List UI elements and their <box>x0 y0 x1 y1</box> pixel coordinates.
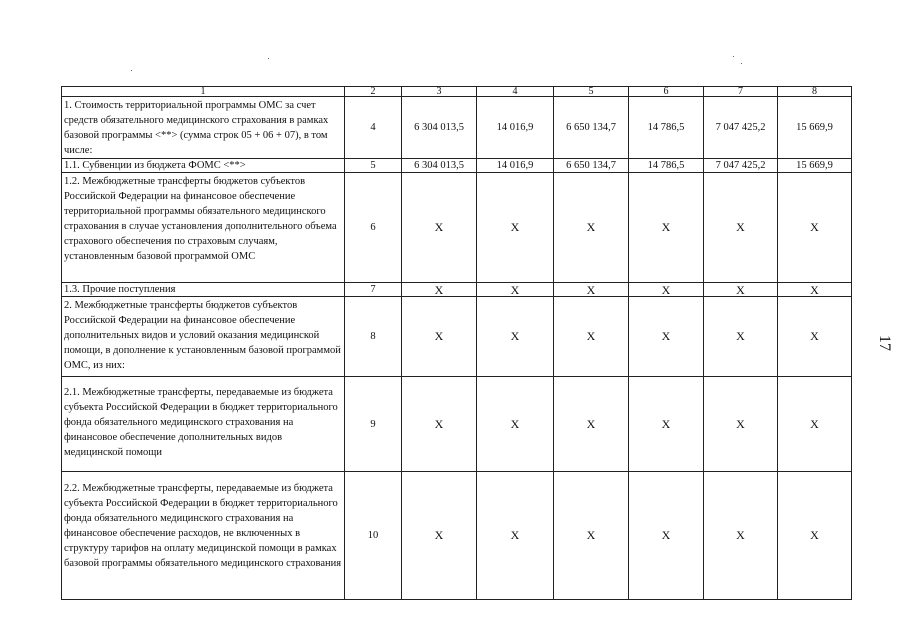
table-row <box>62 173 852 283</box>
row-value: X <box>629 173 704 283</box>
table-row <box>62 297 852 377</box>
row-label: 1.2. Межбюджетные трансферты бюджетов субъектов Российской Федерации на финансовое обеспечение территориальной программы обязательного медицинского страхования в случае установления дополнительного объема страхового обеспечения по страховым случаям, установленным базовой программой ОМС <box>62 173 345 283</box>
row-value: X <box>704 377 778 472</box>
row-code: 6 <box>345 173 402 283</box>
scan-speck <box>733 56 734 57</box>
row-value: X <box>704 472 778 600</box>
row-value: X <box>402 377 477 472</box>
row-value: X <box>554 173 629 283</box>
row-label: 1. Стоимость территориальной программы ОМС за счет средств обязательного медицинского страхования в рамках базовой программы <**> (сумма строк 05 + 06 + 07), в том числе: <box>62 97 345 159</box>
row-value: X <box>704 297 778 377</box>
row-value: 14 786,5 <box>629 159 704 173</box>
table-row <box>62 472 852 600</box>
row-value: X <box>629 297 704 377</box>
row-label: 1.1. Субвенции из бюджета ФОМС <**> <box>62 159 345 173</box>
row-value: X <box>402 283 477 297</box>
row-value: X <box>554 283 629 297</box>
row-value: 7 047 425,2 <box>704 159 778 173</box>
row-code: 7 <box>345 283 402 297</box>
row-code: 9 <box>345 377 402 472</box>
row-code: 5 <box>345 159 402 173</box>
table-row <box>62 377 852 472</box>
scan-speck <box>741 63 742 64</box>
row-value: X <box>778 173 852 283</box>
row-code: 4 <box>345 97 402 159</box>
row-value: X <box>554 472 629 600</box>
row-value: X <box>704 283 778 297</box>
column-number: 2 <box>345 87 402 97</box>
row-code: 8 <box>345 297 402 377</box>
row-value: X <box>477 173 554 283</box>
row-value: X <box>704 173 778 283</box>
row-value: X <box>629 472 704 600</box>
row-value: X <box>778 377 852 472</box>
table-row <box>62 159 852 173</box>
row-value: X <box>629 283 704 297</box>
row-value: X <box>477 283 554 297</box>
row-value: X <box>402 472 477 600</box>
column-number: 1 <box>62 87 345 97</box>
row-value: X <box>477 377 554 472</box>
table-row <box>62 97 852 159</box>
row-value: 6 650 134,7 <box>554 97 629 159</box>
row-value: X <box>778 297 852 377</box>
row-value: 15 669,9 <box>778 159 852 173</box>
scan-speck <box>131 70 132 71</box>
row-value: 14 786,5 <box>629 97 704 159</box>
row-label: 2.1. Межбюджетные трансферты, передаваемые из бюджета субъекта Российской Федерации в бюджет территориального фонда обязательного медицинского страхования на финансовое обеспечение дополнительных видов медицинской помощи <box>62 377 345 472</box>
row-value: 14 016,9 <box>477 97 554 159</box>
row-label: 2.2. Межбюджетные трансферты, передаваемые из бюджета субъекта Российской Федерации в бюджет территориального фонда обязательного медицинского страхования на финансовое обеспечение расходов, не включенных в структуру тарифов на оплату медицинской помощи в рамках базовой программы обязательного медицинского страхования <box>62 472 345 600</box>
row-code: 10 <box>345 472 402 600</box>
page-number: 17 <box>876 335 893 351</box>
table-row <box>62 283 852 297</box>
row-label: 1.3. Прочие поступления <box>62 283 345 297</box>
column-number: 5 <box>554 87 629 97</box>
row-value: 6 304 013,5 <box>402 97 477 159</box>
column-number: 7 <box>704 87 778 97</box>
row-value: X <box>477 472 554 600</box>
row-value: X <box>778 283 852 297</box>
column-number: 6 <box>629 87 704 97</box>
row-value: 14 016,9 <box>477 159 554 173</box>
scan-speck <box>268 58 269 59</box>
row-value: X <box>402 297 477 377</box>
row-value: 7 047 425,2 <box>704 97 778 159</box>
row-value: X <box>402 173 477 283</box>
column-number: 8 <box>778 87 852 97</box>
row-value: X <box>554 297 629 377</box>
row-value: 15 669,9 <box>778 97 852 159</box>
row-value: 6 304 013,5 <box>402 159 477 173</box>
row-value: X <box>554 377 629 472</box>
column-number: 4 <box>477 87 554 97</box>
row-value: X <box>477 297 554 377</box>
column-number: 3 <box>402 87 477 97</box>
row-value: X <box>629 377 704 472</box>
column-number-row <box>62 87 852 97</box>
omc-program-table <box>61 86 852 600</box>
row-value: 6 650 134,7 <box>554 159 629 173</box>
row-value: X <box>778 472 852 600</box>
row-label: 2. Межбюджетные трансферты бюджетов субъектов Российской Федерации на финансовое обеспечение дополнительных видов и условий оказания медицинской помощи, в дополнение к установленным базовой программой ОМС, из них: <box>62 297 345 377</box>
